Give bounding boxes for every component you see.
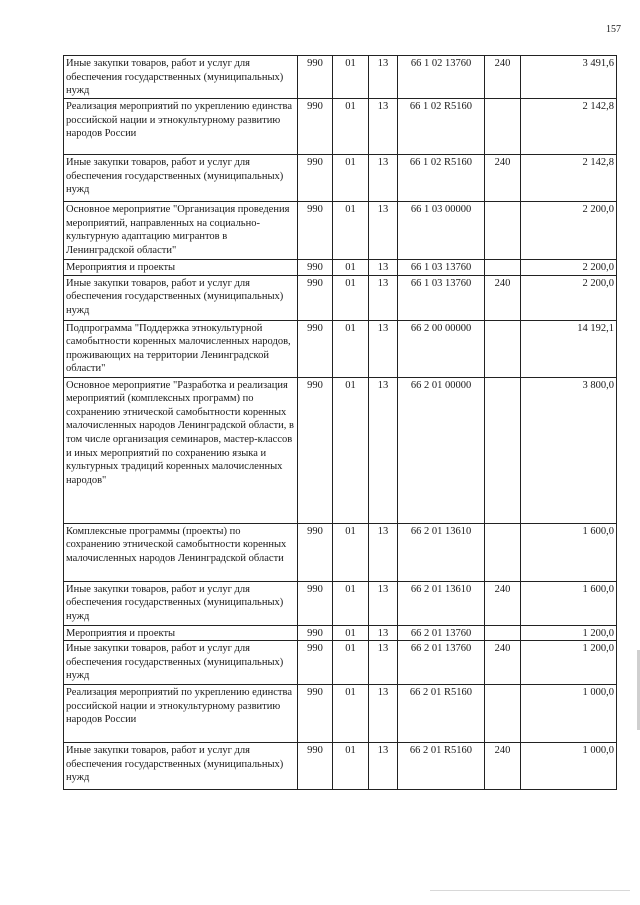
cell-section: 01 (333, 685, 369, 743)
cell-amount: 2 200,0 (521, 260, 617, 276)
cell-expense-type: 240 (485, 641, 521, 685)
cell-grbs: 990 (298, 641, 333, 685)
cell-name: Основное мероприятие "Разработка и реализация мероприятий (комплексных программ) по сохранению этнической самобытности коренных малочисленных народов Ленинградской области, в том числе организация семинаров, мастер-классов и иных мероприятий по сохранению языка и культурных традиций коренных малочисленных народов" (64, 377, 298, 523)
table-row (64, 320, 617, 377)
cell-expense-type: 240 (485, 743, 521, 790)
table-row (64, 275, 617, 320)
cell-grbs: 990 (298, 743, 333, 790)
cell-target-article: 66 1 02 R5160 (398, 99, 485, 155)
cell-expense-type (485, 99, 521, 155)
cell-expense-type: 240 (485, 56, 521, 99)
cell-target-article: 66 2 01 13760 (398, 625, 485, 641)
cell-target-article: 66 2 01 R5160 (398, 743, 485, 790)
cell-target-article: 66 1 02 13760 (398, 56, 485, 99)
budget-table-body (64, 56, 617, 790)
cell-name: Иные закупки товаров, работ и услуг для обеспечения государственных (муниципальных) нужд (64, 581, 298, 625)
cell-expense-type (485, 202, 521, 260)
page-number: 157 (606, 24, 621, 35)
cell-section: 01 (333, 581, 369, 625)
cell-section: 01 (333, 377, 369, 523)
cell-amount: 1 600,0 (521, 581, 617, 625)
cell-grbs: 990 (298, 275, 333, 320)
table-row (64, 685, 617, 743)
cell-grbs: 990 (298, 685, 333, 743)
cell-amount: 1 200,0 (521, 641, 617, 685)
cell-section: 01 (333, 56, 369, 99)
cell-section: 01 (333, 99, 369, 155)
cell-section: 01 (333, 320, 369, 377)
cell-name: Реализация мероприятий по укреплению единства российской нации и этнокультурному развитию народов России (64, 685, 298, 743)
cell-subsection: 13 (369, 377, 398, 523)
cell-grbs: 990 (298, 625, 333, 641)
cell-subsection: 13 (369, 99, 398, 155)
table-row (64, 743, 617, 790)
cell-amount: 2 200,0 (521, 275, 617, 320)
cell-grbs: 990 (298, 56, 333, 99)
cell-name: Иные закупки товаров, работ и услуг для обеспечения государственных (муниципальных) нужд (64, 155, 298, 202)
cell-grbs: 990 (298, 99, 333, 155)
cell-amount: 2 200,0 (521, 202, 617, 260)
cell-amount: 2 142,8 (521, 155, 617, 202)
cell-subsection: 13 (369, 320, 398, 377)
cell-subsection: 13 (369, 523, 398, 581)
cell-target-article: 66 1 03 13760 (398, 260, 485, 276)
cell-grbs: 990 (298, 155, 333, 202)
cell-section: 01 (333, 641, 369, 685)
cell-subsection: 13 (369, 581, 398, 625)
cell-amount: 3 800,0 (521, 377, 617, 523)
cell-subsection: 13 (369, 685, 398, 743)
cell-subsection: 13 (369, 202, 398, 260)
table-row (64, 377, 617, 523)
table-row (64, 260, 617, 276)
cell-grbs: 990 (298, 523, 333, 581)
cell-subsection: 13 (369, 625, 398, 641)
cell-name: Подпрограмма "Поддержка этнокультурной самобытности коренных малочисленных народов, проживающих на территории Ленинградской области" (64, 320, 298, 377)
cell-expense-type: 240 (485, 581, 521, 625)
cell-grbs: 990 (298, 260, 333, 276)
cell-expense-type: 240 (485, 155, 521, 202)
cell-amount: 1 600,0 (521, 523, 617, 581)
cell-target-article: 66 2 01 13610 (398, 581, 485, 625)
cell-name: Иные закупки товаров, работ и услуг для обеспечения государственных (муниципальных) нужд (64, 56, 298, 99)
cell-grbs: 990 (298, 377, 333, 523)
cell-section: 01 (333, 202, 369, 260)
table-row (64, 202, 617, 260)
cell-name: Реализация мероприятий по укреплению единства российской нации и этнокультурному развитию народов России (64, 99, 298, 155)
cell-name: Мероприятия и проекты (64, 260, 298, 276)
cell-subsection: 13 (369, 56, 398, 99)
cell-name: Иные закупки товаров, работ и услуг для обеспечения государственных (муниципальных) нужд (64, 743, 298, 790)
cell-expense-type (485, 260, 521, 276)
table-row (64, 625, 617, 641)
cell-section: 01 (333, 625, 369, 641)
scan-line (430, 890, 630, 891)
cell-target-article: 66 2 00 00000 (398, 320, 485, 377)
cell-section: 01 (333, 260, 369, 276)
cell-expense-type (485, 685, 521, 743)
cell-name: Иные закупки товаров, работ и услуг для обеспечения государственных (муниципальных) нужд (64, 275, 298, 320)
table-row (64, 581, 617, 625)
cell-target-article: 66 2 01 R5160 (398, 685, 485, 743)
cell-subsection: 13 (369, 641, 398, 685)
table-row (64, 56, 617, 99)
table-row (64, 523, 617, 581)
cell-name: Комплексные программы (проекты) по сохранению этнической самобытности коренных малочисленных народов Ленинградской области (64, 523, 298, 581)
cell-section: 01 (333, 743, 369, 790)
cell-amount: 1 000,0 (521, 685, 617, 743)
cell-target-article: 66 1 02 R5160 (398, 155, 485, 202)
cell-amount: 3 491,6 (521, 56, 617, 99)
cell-grbs: 990 (298, 581, 333, 625)
table-row (64, 155, 617, 202)
cell-subsection: 13 (369, 155, 398, 202)
cell-target-article: 66 1 03 00000 (398, 202, 485, 260)
cell-subsection: 13 (369, 275, 398, 320)
cell-amount: 14 192,1 (521, 320, 617, 377)
table-row (64, 641, 617, 685)
cell-subsection: 13 (369, 743, 398, 790)
cell-target-article: 66 1 03 13760 (398, 275, 485, 320)
cell-amount: 2 142,8 (521, 99, 617, 155)
budget-table (63, 55, 617, 790)
cell-target-article: 66 2 01 00000 (398, 377, 485, 523)
cell-name: Мероприятия и проекты (64, 625, 298, 641)
cell-name: Иные закупки товаров, работ и услуг для обеспечения государственных (муниципальных) нужд (64, 641, 298, 685)
cell-grbs: 990 (298, 320, 333, 377)
cell-expense-type: 240 (485, 275, 521, 320)
table-row (64, 99, 617, 155)
cell-expense-type (485, 320, 521, 377)
cell-grbs: 990 (298, 202, 333, 260)
cell-amount: 1 000,0 (521, 743, 617, 790)
cell-section: 01 (333, 155, 369, 202)
cell-expense-type (485, 523, 521, 581)
cell-section: 01 (333, 523, 369, 581)
cell-target-article: 66 2 01 13760 (398, 641, 485, 685)
cell-expense-type (485, 377, 521, 523)
cell-name: Основное мероприятие "Организация проведения мероприятий, направленных на социально-культурную адаптацию мигрантов в Ленинградской области" (64, 202, 298, 260)
cell-amount: 1 200,0 (521, 625, 617, 641)
cell-subsection: 13 (369, 260, 398, 276)
cell-expense-type (485, 625, 521, 641)
cell-target-article: 66 2 01 13610 (398, 523, 485, 581)
cell-section: 01 (333, 275, 369, 320)
